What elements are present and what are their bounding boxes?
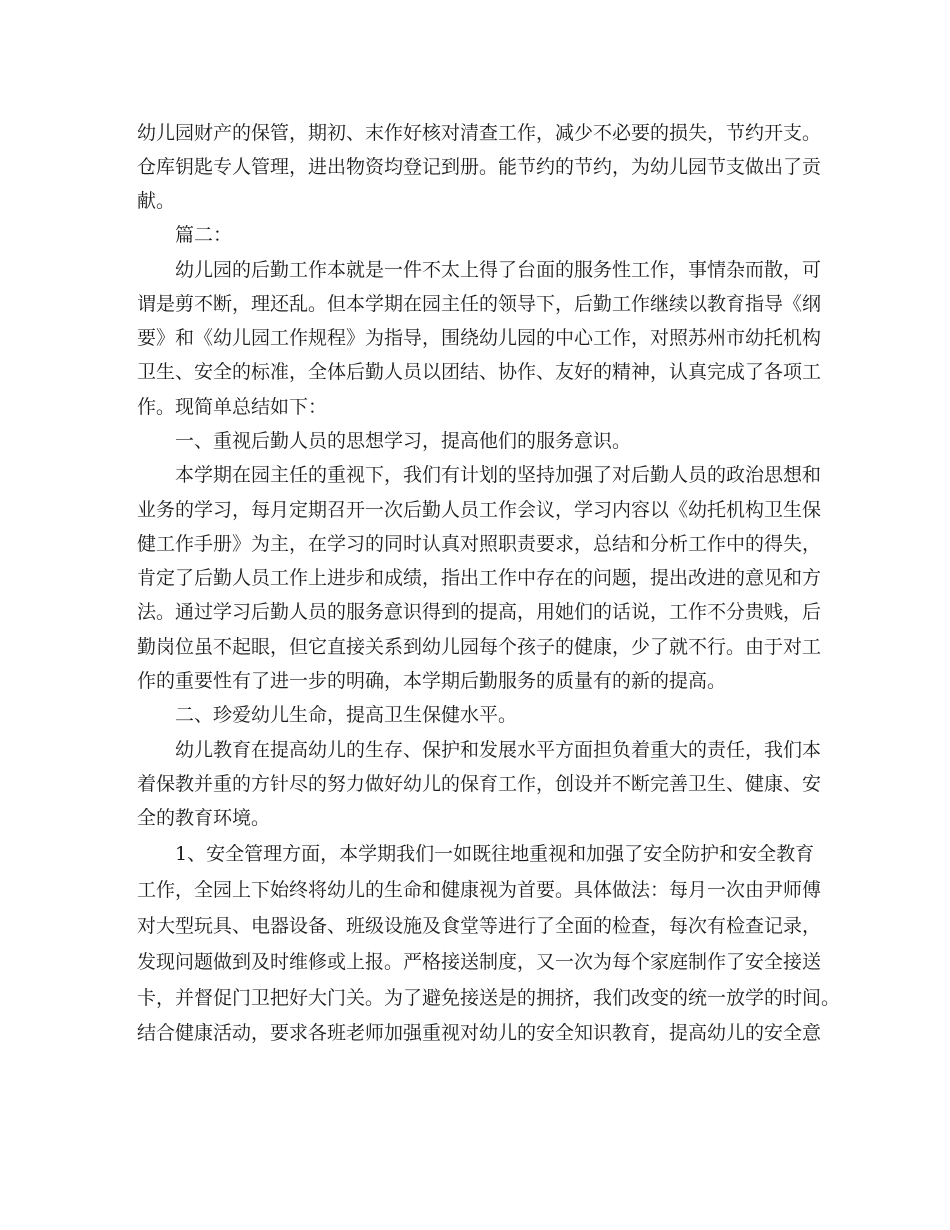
paragraph-line: 勤岗位虽不起眼，但它直接关系到幼儿园每个孩子的健康，少了就不行。由于对工	[137, 636, 822, 658]
paragraph-line: 幼儿教育在提高幼儿的生存、保护和发展水平方面担负着重大的责任，我们本	[175, 739, 822, 761]
paragraph-line: 卡，并督促门卫把好大门关。为了避免接送是的拥挤，我们改变的统一放学的时间。	[137, 987, 841, 1009]
paragraph-line: 1、安全管理方面，本学期我们一如既往地重视和加强了安全防护和安全教育	[175, 843, 815, 865]
paragraph-line: 工作，全园上下始终将幼儿的生命和健康视为首要。具体做法：每月一次由尹师傅	[137, 879, 822, 901]
paragraph-line: 献。	[137, 190, 176, 212]
paragraph-line: 仓库钥匙专人管理，进出物资均登记到册。能节约的节约，为幼儿园节支做出了贡	[137, 156, 822, 178]
paragraph-line: 幼儿园财产的保管，期初、末作好核对清查工作，减少不必要的损失，节约开支。	[137, 122, 822, 144]
paragraph-line: 全的教育环境。	[137, 807, 271, 829]
paragraph-line: 要》和《幼儿园工作规程》为指导，围绕幼儿园的中心工作，对照苏州市幼托机构	[137, 327, 822, 349]
section-heading: 篇二：	[175, 224, 233, 246]
paragraph-line: 作。现简单总结如下：	[137, 396, 328, 418]
paragraph-line: 法。通过学习后勤人员的服务意识得到的提高，用她们的话说，工作不分贵贱，后	[137, 601, 822, 623]
section-heading: 一、重视后勤人员的思想学习，提高他们的服务意识。	[175, 430, 632, 452]
paragraph-line: 幼儿园的后勤工作本就是一件不太上得了台面的服务性工作，事情杂而散，可	[175, 259, 822, 281]
paragraph-line: 本学期在园主任的重视下，我们有计划的坚持加强了对后勤人员的政治思想和	[175, 464, 822, 486]
section-heading: 二、珍爱幼儿生命，提高卫生保健水平。	[175, 704, 518, 726]
paragraph-line: 发现问题做到及时维修或上报。严格接送制度，又一次为每个家庭制作了安全接送	[137, 951, 822, 973]
paragraph-line: 作的重要性有了进一步的明确，本学期后勤服务的质量有的新的提高。	[137, 670, 727, 692]
paragraph-line: 着保教并重的方针尽的努力做好幼儿的保育工作，创设并不断完善卫生、健康、安	[137, 773, 822, 795]
paragraph-line: 肯定了后勤人员工作上进步和成绩，指出工作中存在的问题，提出改进的意见和方	[137, 567, 822, 589]
paragraph-line: 对大型玩具、电器设备、班级设施及食堂等进行了全面的检查，每次有检查记录，	[137, 915, 822, 937]
paragraph-line: 结合健康活动，要求各班老师加强重视对幼儿的安全知识教育，提高幼儿的安全意	[137, 1022, 822, 1044]
paragraph-line: 健工作手册》为主，在学习的同时认真对照职责要求，总结和分析工作中的得失，	[137, 533, 822, 555]
paragraph-line: 卫生、安全的标准，全体后勤人员以团结、协作、友好的精神，认真完成了各项工	[137, 361, 822, 383]
paragraph-line: 业务的学习，每月定期召开一次后勤人员工作会议，学习内容以《幼托机构卫生保	[137, 499, 822, 521]
paragraph-line: 谓是剪不断，理还乱。但本学期在园主任的领导下，后勤工作继续以教育指导《纲	[137, 293, 822, 315]
